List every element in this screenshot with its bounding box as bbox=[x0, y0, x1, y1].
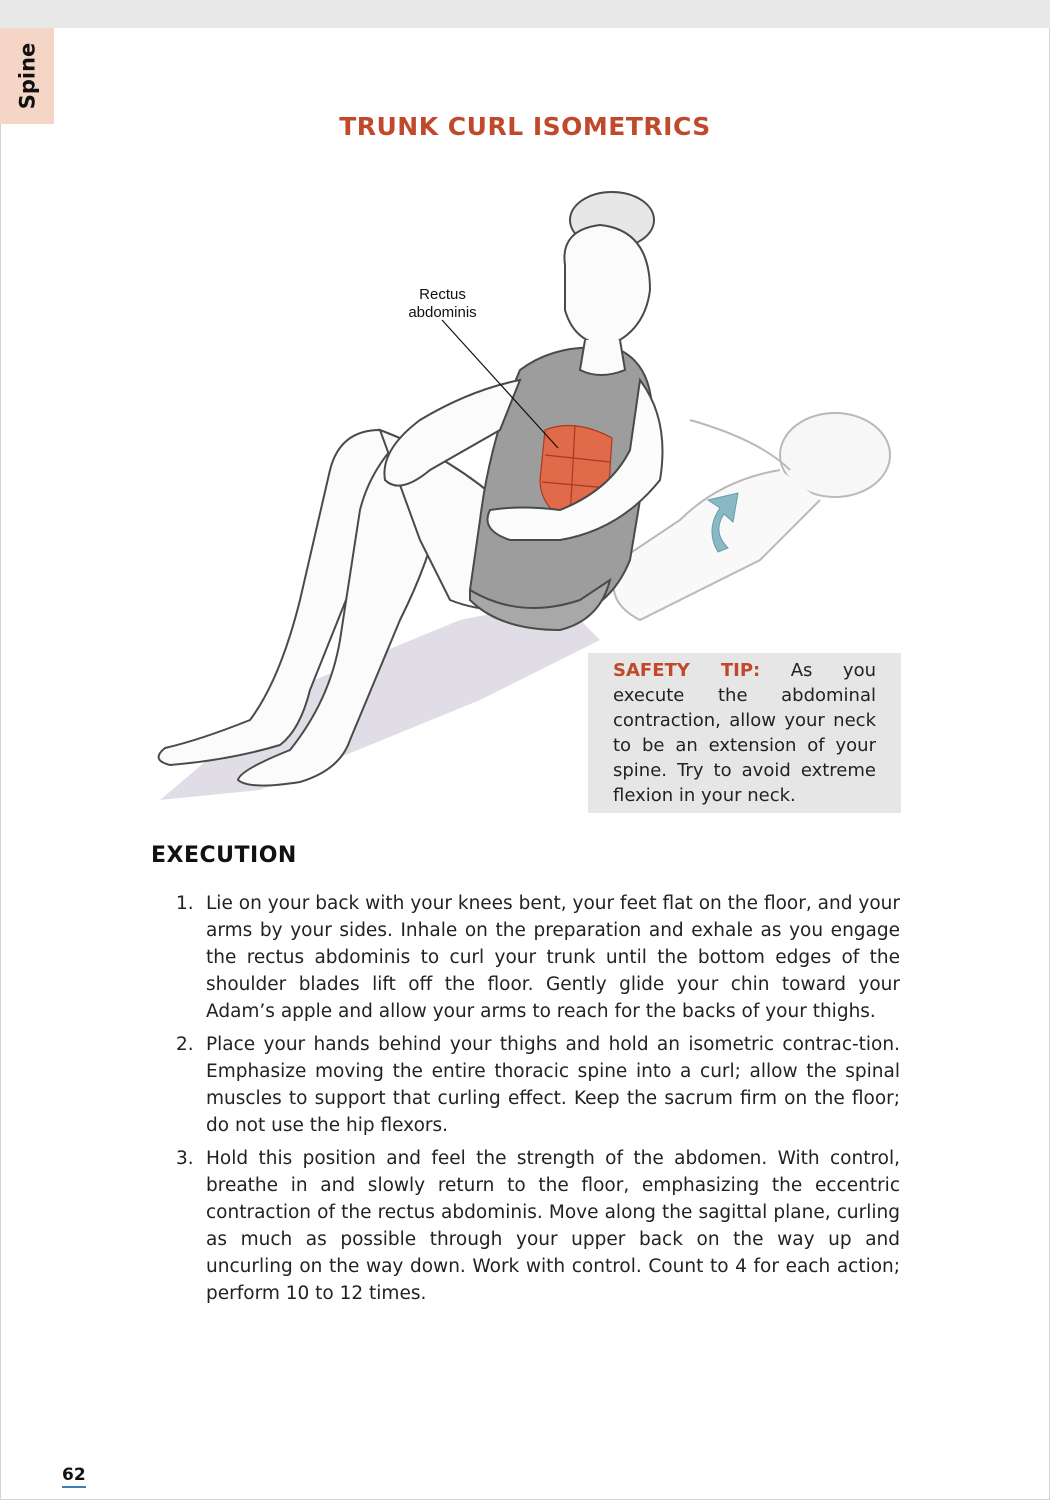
step-number: 2. bbox=[176, 1034, 194, 1055]
step-text: Lie on your back with your knees bent, your feet flat on the floor, and your arms by your sides. Inhale on the preparation and exhale as you engage the rectus abdominis to curl your trunk until the bottom edges of the shoulder blades lift off the floor. Gently glide your chin toward your Adam’s apple and allow your arms to reach for the backs of your thighs. bbox=[206, 893, 900, 1022]
execution-step bbox=[160, 1145, 900, 1307]
page-title: TRUNK CURL ISOMETRICS bbox=[339, 112, 711, 141]
muscle-label-line1: Rectus bbox=[419, 286, 466, 303]
safety-tip-label: SAFETY TIP: bbox=[613, 660, 761, 681]
page-number: 62 bbox=[62, 1465, 86, 1488]
step-number: 3. bbox=[176, 1148, 194, 1169]
execution-heading: EXECUTION bbox=[151, 843, 297, 868]
execution-steps bbox=[160, 890, 900, 1313]
section-tab-label: Spine bbox=[15, 42, 39, 110]
execution-step bbox=[160, 890, 900, 1025]
section-tab bbox=[0, 28, 54, 124]
safety-tip-text: As you execute the abdominal contraction, allow your neck to be an extension of your spine. Try to avoid extreme flexion in your neck. bbox=[613, 660, 876, 806]
muscle-label-line2: abdominis bbox=[408, 304, 477, 321]
execution-step bbox=[160, 1031, 900, 1139]
safety-tip-box bbox=[588, 653, 901, 813]
step-text: Hold this position and feel the strength of the abdomen. With control, breathe in and slowly return to the floor, emphasizing the eccentric contraction of the rectus abdominis. Move along the sagittal plane, curling as much as possible through your upper back on the way up and uncurling on the way down. Work with control. Count to 4 for each action; perform 10 to 12 times. bbox=[206, 1148, 900, 1304]
muscle-label bbox=[390, 286, 495, 322]
step-number: 1. bbox=[176, 893, 194, 914]
step-text: Place your hands behind your thighs and hold an isometric contrac-tion. Emphasize moving the entire thoracic spine into a curl; allow the spinal muscles to support that curling effect. Keep the sacrum firm on the floor; do not use the hip flexors. bbox=[206, 1034, 900, 1136]
top-band bbox=[0, 0, 1050, 28]
